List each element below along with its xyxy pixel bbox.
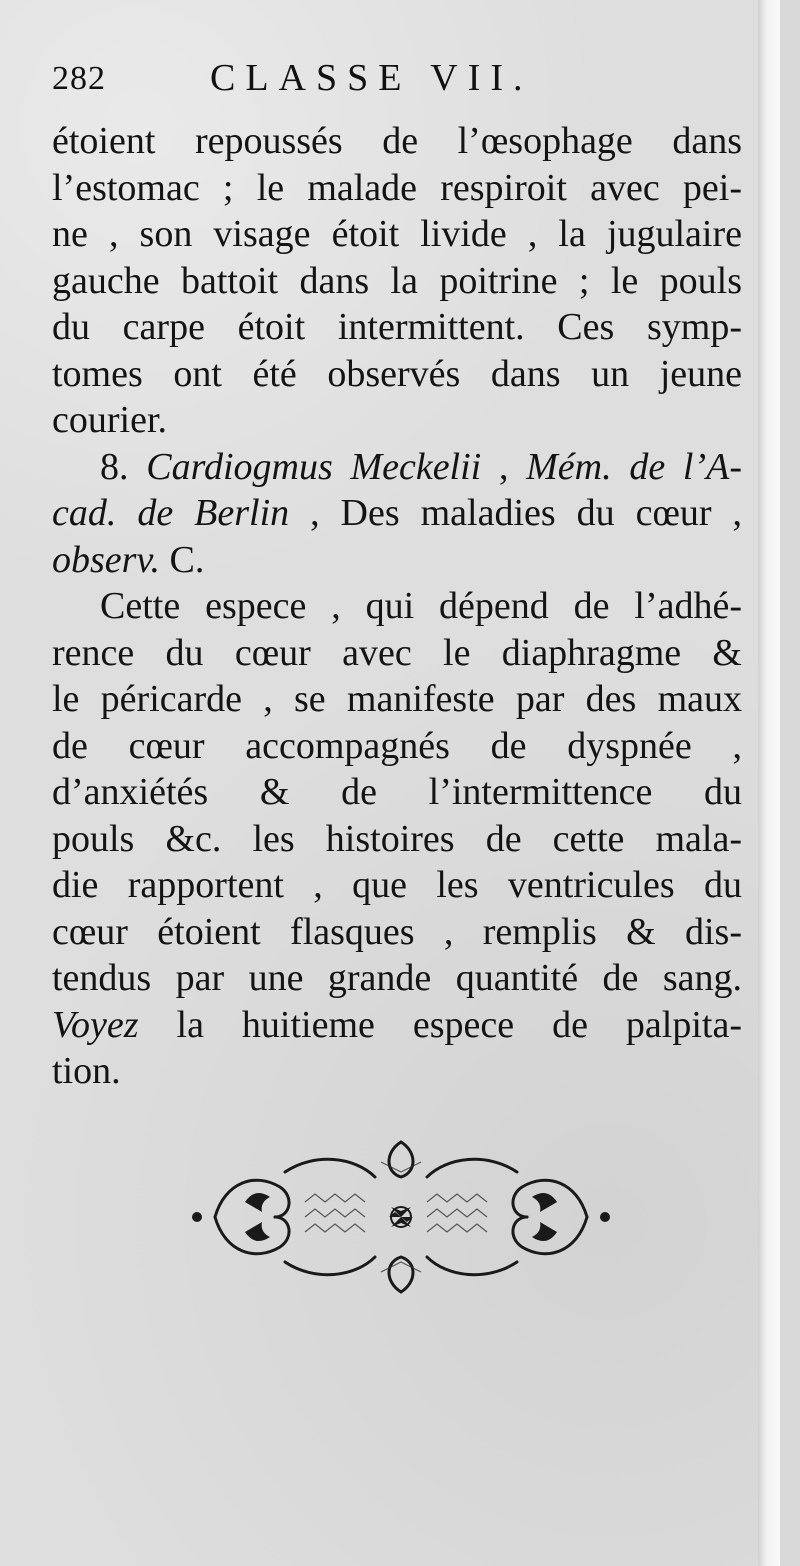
paragraph-line: d’anxiétés & de l’intermittence du xyxy=(52,771,742,813)
species-separator: , xyxy=(481,445,527,488)
text-line: gauche battoit dans la poitrine ; le pouls xyxy=(52,259,742,302)
paragraph-line: tendus par une grande quantité de sang. xyxy=(52,957,742,999)
species-reference: Mém. de l’A- xyxy=(526,445,742,488)
running-header xyxy=(52,56,732,106)
paragraph-line: de cœur accompagnés de dyspnée , xyxy=(52,724,742,767)
text-line: l’estomac ; le malade respiroit avec pei- xyxy=(52,166,742,209)
text-line: étoient repoussés de l’œsophage dans xyxy=(52,120,742,162)
observation-label: observ. xyxy=(52,538,160,581)
page-gutter xyxy=(758,0,780,1566)
running-head: CLASSE VII. xyxy=(210,57,533,99)
paragraph-line xyxy=(52,1002,742,1049)
voyez-word: Voyez xyxy=(52,1003,139,1046)
body-text xyxy=(52,118,742,1095)
paragraph-line: tion. xyxy=(52,1050,121,1092)
reference-title: , Des maladies du cœur , xyxy=(289,492,743,534)
paragraph-line: le péricarde , se manifeste par des maux xyxy=(52,678,742,720)
page-number: 282 xyxy=(52,60,106,97)
text-line: courier. xyxy=(52,399,168,441)
species-entry-line xyxy=(52,537,742,584)
voyez-rest: la huitieme espece de palpita- xyxy=(138,1003,742,1046)
paragraph-line: Cette espece , qui dépend de l’adhé- xyxy=(100,585,742,627)
text-line: ne , son visage étoit livide , la jugulaire xyxy=(52,213,742,255)
paragraph-line: die rapportent , que les ventricules du xyxy=(52,864,742,906)
species-name: Cardiogmus Meckelii xyxy=(146,445,482,488)
decorative-ornament xyxy=(185,1132,617,1302)
reference-source: cad. de Berlin xyxy=(52,492,290,534)
text-line: du carpe étoit intermittent. Ces symp- xyxy=(52,306,742,348)
species-entry-line xyxy=(52,490,742,537)
species-entry-line xyxy=(52,444,742,491)
species-number: 8. xyxy=(100,445,129,488)
paragraph-line: pouls &c. les histoires de cette mala- xyxy=(52,817,742,860)
observation-number: C. xyxy=(160,538,205,581)
paragraph-line: rence du cœur avec le diaphragme & xyxy=(52,631,742,674)
paragraph-line: cœur étoient flasques , remplis & dis- xyxy=(52,910,742,953)
text-line: tomes ont été observés dans un jeune xyxy=(52,352,742,395)
